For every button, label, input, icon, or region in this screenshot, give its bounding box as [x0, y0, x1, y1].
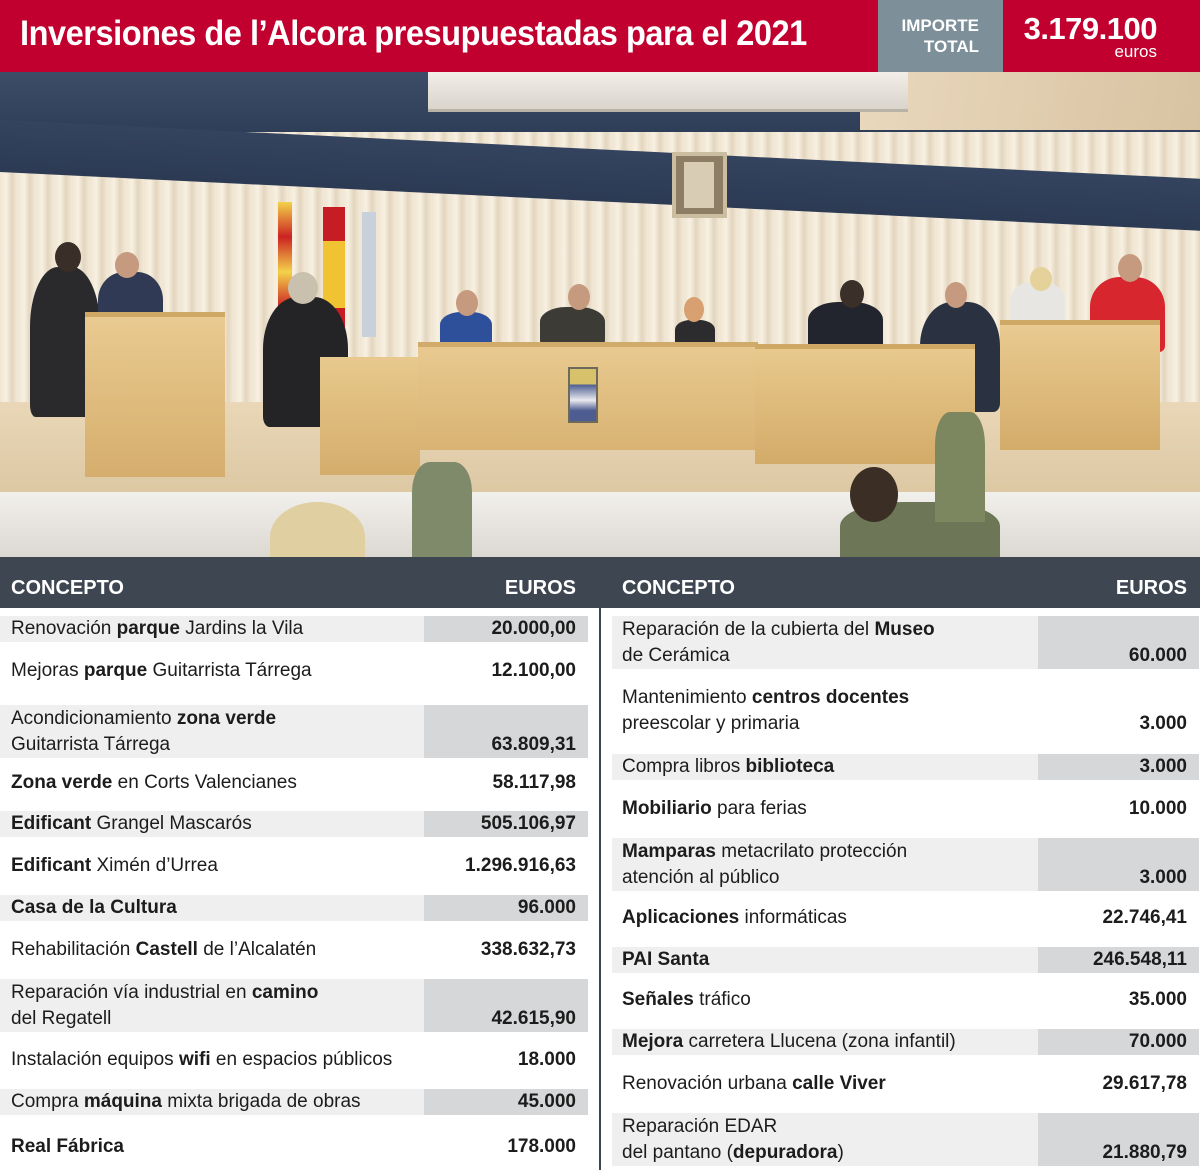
row-concept: Mejora carretera Llucena (zona infantil) — [612, 1029, 1038, 1055]
row-euros: 70.000 — [1038, 1029, 1199, 1055]
photo-head — [1118, 254, 1142, 282]
row-euros: 1.296.916,63 — [465, 855, 576, 876]
photo-stage-front — [0, 492, 1200, 557]
row-concept: Mejoras parque Guitarrista Tárrega — [11, 660, 312, 681]
total-label — [878, 0, 1003, 72]
row-concept: Edificant Ximén d’Urrea — [11, 855, 218, 876]
row-concept: Mobiliario para ferias — [622, 798, 807, 819]
photo-person — [412, 462, 472, 557]
photo-coat-of-arms — [568, 367, 598, 423]
row-euros: 22.746,41 — [1102, 907, 1187, 928]
council-meeting-photo — [0, 72, 1200, 557]
table-row — [601, 1029, 1200, 1055]
row-euros: 338.632,73 — [480, 939, 576, 960]
header-concept: CONCEPTO — [622, 577, 735, 599]
row-concept: Mantenimiento centros docentes preescolar y primaria — [622, 686, 910, 734]
table-row — [0, 937, 599, 963]
total-amount — [1003, 0, 1200, 72]
table-row — [0, 658, 599, 684]
row-euros: 29.617,78 — [1102, 1073, 1187, 1094]
row-euros: 63.809,31 — [424, 705, 588, 758]
row-concept: Rehabilitación Castell de l’Alcalatén — [11, 939, 317, 960]
row-concept: Real Fábrica — [11, 1136, 124, 1157]
table-row — [0, 1134, 599, 1160]
photo-projector-screen — [428, 72, 908, 112]
photo-head — [840, 280, 864, 308]
table-row — [0, 770, 599, 796]
table-row — [601, 987, 1200, 1013]
photo-head — [850, 467, 898, 522]
page-title: Inversiones de l’Alcora presupuestadas para el 2021 — [20, 14, 807, 53]
table-row — [601, 616, 1200, 669]
row-concept: Compra máquina mixta brigada de obras — [0, 1089, 424, 1115]
table-row — [601, 905, 1200, 931]
row-euros: 60.000 — [1038, 616, 1199, 669]
table-header — [0, 557, 599, 608]
photo-head — [1030, 267, 1052, 291]
row-euros: 18.000 — [517, 1049, 576, 1070]
photo-person — [440, 312, 492, 344]
row-euros: 10.000 — [1128, 798, 1187, 819]
total-label-line2: TOTAL — [923, 37, 979, 56]
table-row — [0, 979, 599, 1032]
investments-table-left — [0, 557, 599, 1157]
table-row — [601, 1071, 1200, 1097]
row-euros: 3.000 — [1038, 838, 1199, 891]
photo-desk — [85, 312, 225, 477]
table-row — [0, 616, 599, 642]
title-banner — [0, 0, 1200, 72]
table-row — [601, 1113, 1200, 1166]
header-euros: EUROS — [504, 577, 576, 599]
table-row — [0, 1047, 599, 1073]
table-row — [601, 754, 1200, 780]
row-concept: Renovación urbana calle Viver — [622, 1073, 886, 1094]
table-row — [0, 853, 599, 879]
row-euros: 20.000,00 — [424, 616, 588, 642]
table-row — [601, 684, 1200, 737]
photo-person — [675, 320, 715, 344]
row-concept: Casa de la Cultura — [0, 895, 424, 921]
photo-person — [935, 412, 985, 522]
header-euros: EUROS — [1115, 577, 1187, 599]
photo-head — [684, 297, 704, 322]
photo-flag-eu — [362, 212, 376, 337]
row-concept: Compra libros biblioteca — [612, 754, 1038, 780]
row-concept: Reparación EDAR del pantano (depuradora) — [612, 1113, 1038, 1166]
header-concept: CONCEPTO — [11, 577, 124, 599]
photo-person — [808, 302, 883, 347]
total-label-line1: IMPORTE — [901, 16, 979, 35]
row-concept: Edificant Grangel Mascarós — [0, 811, 424, 837]
photo-ceiling-tiles — [860, 72, 1200, 130]
photo-head — [456, 290, 478, 316]
row-concept: Instalación equipos wifi en espacios públicos — [11, 1049, 393, 1070]
photo-head — [55, 242, 81, 272]
photo-head — [115, 252, 139, 278]
row-concept: Aplicaciones informáticas — [622, 907, 847, 928]
table-row — [601, 947, 1200, 973]
photo-desk — [320, 357, 420, 475]
row-euros: 246.548,11 — [1038, 947, 1199, 973]
row-concept: Reparación de la cubierta del Museo de Cerámica — [612, 616, 1038, 669]
photo-head — [945, 282, 967, 308]
photo-desk — [1000, 320, 1160, 450]
table-header — [601, 557, 1200, 608]
row-euros: 178.000 — [507, 1136, 576, 1157]
investments-tables — [0, 557, 1200, 1170]
total-amount-unit: euros — [1114, 42, 1157, 61]
row-euros: 96.000 — [424, 895, 588, 921]
photo-head — [568, 284, 590, 310]
photo-person — [540, 307, 605, 344]
photo-portrait — [672, 152, 727, 218]
table-row — [0, 1089, 599, 1115]
row-euros: 58.117,98 — [492, 772, 576, 793]
row-euros: 12.100,00 — [491, 660, 576, 681]
row-concept: Mamparas metacrilato protección atención al público — [612, 838, 1038, 891]
row-concept: Señales tráfico — [622, 989, 751, 1010]
row-euros: 42.615,90 — [424, 979, 588, 1032]
row-euros: 3.000 — [1139, 713, 1187, 734]
row-euros: 35.000 — [1128, 989, 1187, 1010]
table-row — [601, 796, 1200, 822]
row-euros: 45.000 — [424, 1089, 588, 1115]
row-concept: Reparación vía industrial en camino del Regatell — [0, 979, 424, 1032]
table-row — [601, 838, 1200, 891]
row-euros: 21.880,79 — [1038, 1113, 1199, 1166]
total-amount-value: 3.179.100 — [1023, 11, 1157, 46]
row-concept: Zona verde en Corts Valencianes — [11, 772, 297, 793]
table-row — [0, 895, 599, 921]
photo-head — [288, 272, 318, 304]
row-concept: Acondicionamiento zona verde Guitarrista Tárrega — [0, 705, 424, 758]
investments-table-right — [601, 557, 1200, 1163]
row-concept: PAI Santa — [612, 947, 1038, 973]
row-concept: Renovación parque Jardins la Vila — [0, 616, 424, 642]
table-row — [0, 705, 599, 758]
row-euros: 505.106,97 — [424, 811, 588, 837]
row-euros: 3.000 — [1038, 754, 1199, 780]
table-row — [0, 811, 599, 837]
